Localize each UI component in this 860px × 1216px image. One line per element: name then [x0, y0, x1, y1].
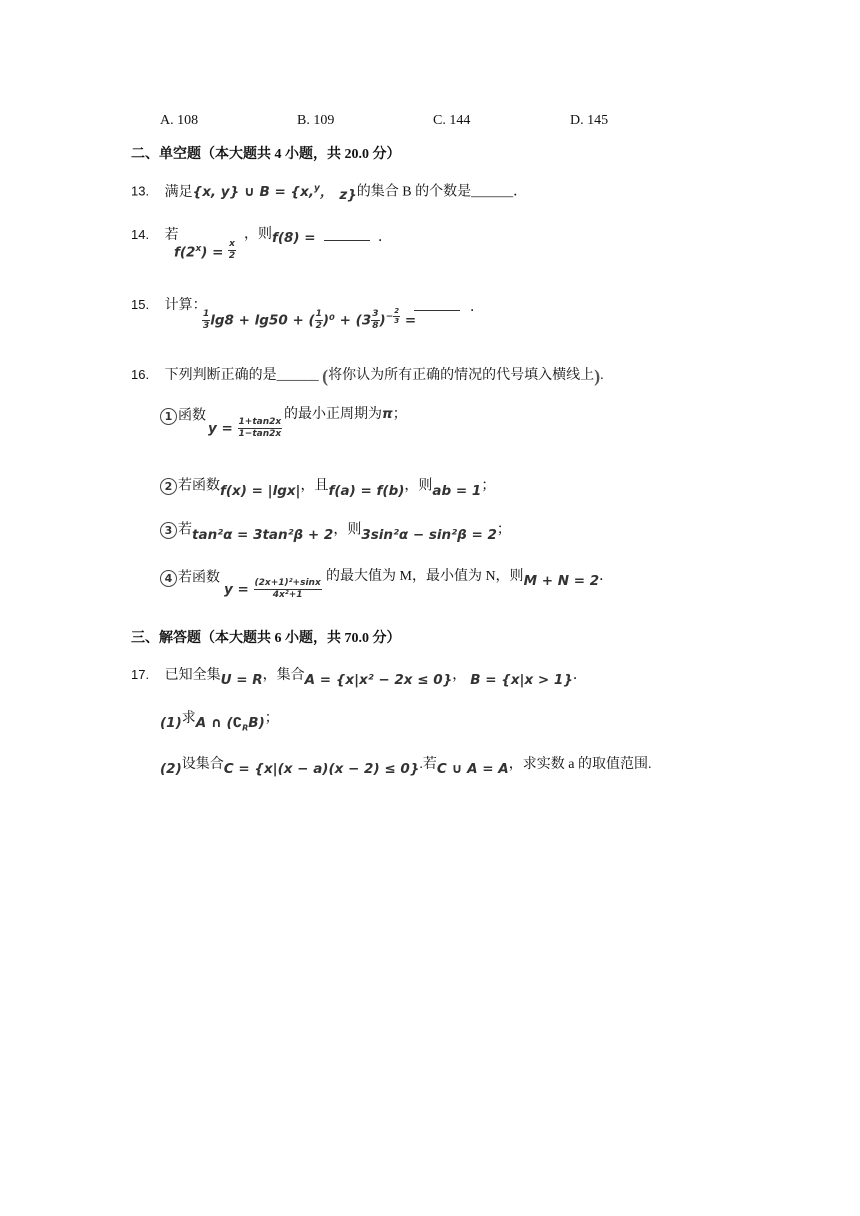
section-heading-fill-in: 二、单空题（本大题共 4 小题，共 20.0 分） [131, 147, 401, 162]
question-15: 15. 计算： [131, 297, 207, 313]
question-17: 17. 已知全集U = R，集合A = {x|x² − 2x ≤ 0}， B = {x|x > 1}． [131, 667, 587, 688]
list-item-16-2: 2 若函数f(x) = |lgx|，且f(a) = f(b)，则ab = 1； [160, 478, 495, 495]
math-expression: f(8) = [272, 230, 316, 246]
option-d: D. 145 [570, 113, 609, 128]
circled-number-1-icon: 1 [160, 408, 177, 425]
question-17-part-2: (2)设集合C = {x|(x − a)(x − 2) ≤ 0}.若C ∪ A = A，求实数 a 的取值范围. [160, 757, 652, 777]
question-number: 15. [131, 297, 150, 312]
answer-blank [414, 298, 460, 311]
question-14: 14. 若 [131, 227, 179, 243]
question-number: 13. [131, 183, 150, 199]
circled-number-2-icon: 2 [160, 478, 177, 495]
list-item-16-3: 3 若tan²α = 3tan²β + 2，则3sin²α − sin²β = 2； [160, 522, 511, 539]
circled-number-3-icon: 3 [160, 522, 177, 539]
list-item-16-4: 4 若函数 [160, 570, 220, 587]
math-expression: y = $\frac{\text{(2x+1)²+sinx}}{\text{4x²+1}}$ [224, 578, 321, 600]
math-expression: {x, y} ∪ B = {x,$^y$， z} [192, 183, 357, 203]
option-b: B. 109 [297, 113, 335, 128]
circled-number-4-icon: 4 [160, 570, 177, 587]
answer-blank [324, 228, 370, 241]
option-c: C. 144 [433, 113, 471, 128]
section-heading-answer: 三、解答题（本大题共 6 小题，共 70.0 分） [131, 631, 401, 646]
question-number: 14. [131, 227, 150, 242]
question-number: 16. [131, 367, 150, 382]
question-16: 16. 下列判断正确的是______ (将你认为所有正确的情况的代号填入横线上). [131, 366, 604, 386]
math-expression: $f(2^x)$ = $\frac{x}{2}$ [174, 239, 236, 261]
question-number: 17. [131, 667, 150, 682]
list-item-16-1: 1 函数 [160, 408, 206, 425]
question-17-part-1: (1)求A ∩ $(∁_RB)$； [160, 711, 279, 733]
math-expression: $\frac{1}{3}$ lg8 + lg50 + ( $\frac{1}{2}$ )⁰ + (3 $\frac{3}{8}$ )$^{- \frac{2}{3}}$ = [203, 307, 417, 331]
option-a: A. 108 [160, 113, 199, 128]
question-13: 13. 满足{x, y} ∪ B = {x,$^y$， z}的集合 B 的个数是______． [131, 183, 528, 203]
math-expression: y = $\frac{1+\tan 2x}{1-\tan 2x}$ [208, 417, 282, 439]
